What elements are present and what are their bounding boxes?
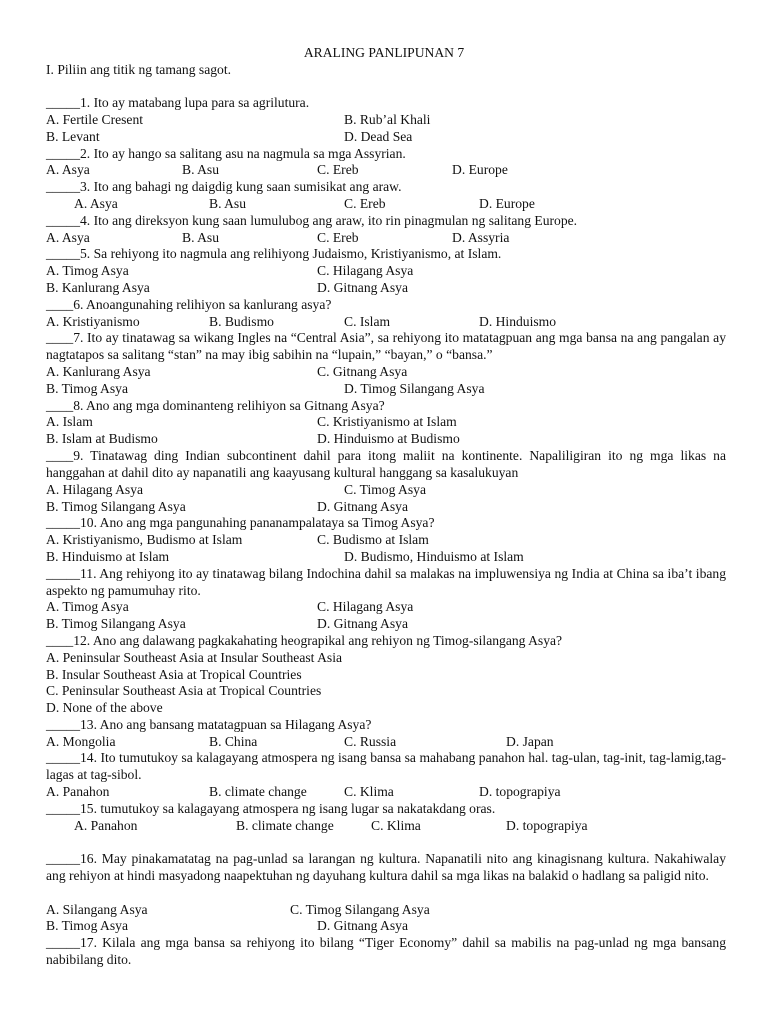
question-13: _____13. Ano ang bansang matatagpuan sa Hilagang Asya? <box>46 717 372 732</box>
question-15: _____15. tumutukoy sa kalagayang atmospera ng isang lugar sa nakatakdang oras. <box>46 801 496 816</box>
choice-3d: D. Europe <box>479 196 535 211</box>
question-14: _____14. Ito tumutukoy sa kalagayang atmospera ng isang bansa sa mahabang panahon hal. tag-ulan, tag-init, tag-lamig,tag-lagas at tag-sibol. <box>46 750 726 782</box>
question-11: _____11. Ang rehiyong ito ay tinatawag bilang Indochina dahil sa malakas na impluwensiya ng India at China sa iba’t ibang aspekto ng pamumuhay rito. <box>46 566 726 598</box>
choice-7b: B. Timog Asya <box>46 381 128 396</box>
choice-10c: C. Budismo at Islam <box>317 532 429 547</box>
choice-14b: B. climate change <box>209 784 307 799</box>
choice-11b: B. Timog Silangang Asya <box>46 616 186 631</box>
choice-9d: D. Gitnang Asya <box>317 499 408 514</box>
choice-12d: D. None of the above <box>46 700 163 715</box>
choice-8a: A. Islam <box>46 414 93 429</box>
choice-8d: D. Hinduismo at Budismo <box>317 431 460 446</box>
choice-13b: B. China <box>209 734 258 749</box>
choice-14d: D. topograpiya <box>479 784 561 799</box>
choice-15c: C. Klima <box>371 818 421 833</box>
choice-2b: B. Asu <box>182 162 220 177</box>
choice-3c: C. Ereb <box>344 196 386 211</box>
choice-15a: A. Panahon <box>74 818 138 833</box>
question-8: ____8. Ano ang mga dominanteng relihiyon sa Gitnang Asya? <box>46 398 385 413</box>
choice-1c: B. Levant <box>46 129 100 144</box>
choice-2c: C. Ereb <box>317 162 359 177</box>
choice-3b: B. Asu <box>209 196 247 211</box>
choice-16b: B. Timog Asya <box>46 918 128 933</box>
choice-6c: C. Islam <box>344 314 391 329</box>
choice-12c: C. Peninsular Southeast Asia at Tropical Countries <box>46 683 322 698</box>
choice-1b: B. Rub’al Khali <box>344 112 431 127</box>
choice-1a: A. Fertile Cresent <box>46 112 144 127</box>
choice-4b: B. Asu <box>182 230 220 245</box>
choice-7a: A. Kanlurang Asya <box>46 364 151 379</box>
question-6: ____6. Anoangunahing relihiyon sa kanlurang asya? <box>46 297 332 312</box>
question-3: _____3. Ito ang bahagi ng daigdig kung saan sumisikat ang araw. <box>46 179 402 194</box>
choice-15d: D. topograpiya <box>506 818 588 833</box>
question-10: _____10. Ano ang mga pangunahing pananampalataya sa Timog Asya? <box>46 515 435 530</box>
choice-15b: B. climate change <box>236 818 334 833</box>
choice-13d: D. Japan <box>506 734 554 749</box>
choice-14a: A. Panahon <box>46 784 110 799</box>
choice-11d: D. Gitnang Asya <box>317 616 408 631</box>
choice-9b: B. Timog Silangang Asya <box>46 499 186 514</box>
choice-7d: D. Timog Silangang Asya <box>344 381 485 396</box>
choice-8b: B. Islam at Budismo <box>46 431 158 446</box>
question-1: _____1. Ito ay matabang lupa para sa agrilutura. <box>46 95 310 110</box>
choice-1d: D. Dead Sea <box>344 129 413 144</box>
question-5: _____5. Sa rehiyong ito nagmula ang relihiyong Judaismo, Kristiyanismo, at Islam. <box>46 246 502 261</box>
choice-10a: A. Kristiyanismo, Budismo at Islam <box>46 532 243 547</box>
choice-5b: B. Kanlurang Asya <box>46 280 150 295</box>
choice-5a: A. Timog Asya <box>46 263 129 278</box>
choice-8c: C. Kristiyanismo at Islam <box>317 414 457 429</box>
choice-6d: D. Hinduismo <box>479 314 557 329</box>
choice-3a: A. Asya <box>74 196 118 211</box>
choice-16c: C. Timog Silangang Asya <box>290 902 430 917</box>
choice-11c: C. Hilagang Asya <box>317 599 414 614</box>
choice-10d: D. Budismo, Hinduismo at Islam <box>344 549 524 564</box>
choice-13a: A. Mongolia <box>46 734 116 749</box>
instruction: I. Piliin ang titik ng tamang sagot. <box>46 62 232 77</box>
choice-14c: C. Klima <box>344 784 394 799</box>
question-2: _____2. Ito ay hango sa salitang asu na nagmula sa mga Assyrian. <box>46 146 406 161</box>
choice-9c: C. Timog Asya <box>344 482 426 497</box>
question-9: ____9. Tinatawag ding Indian subcontinent dahil para itong maliit na kontinente. Napaliligiran ito ng mga likas na hanggahan at dahil dito ay napanatili ang kaayusang kultural hanggang sa kasalukuyan <box>46 448 726 480</box>
choice-9a: A. Hilagang Asya <box>46 482 144 497</box>
question-12: ____12. Ano ang dalawang pagkakahating heograpikal ang rehiyon ng Timog-silangang Asya? <box>46 633 563 648</box>
choice-7c: C. Gitnang Asya <box>317 364 408 379</box>
page-title: ARALING PANLIPUNAN 7 <box>303 45 465 60</box>
choice-16d: D. Gitnang Asya <box>317 918 408 933</box>
question-16: _____16. May pinakamatatag na pag-unlad sa larangan ng kultura. Napanatili nito ang kinagisnang kultura. Nakahiwalay ang rehiyon at hindi masyadong naapektuhan ng dayuhang kultura dahil sa mga likas na balakid o hadlang sa paligid nito. <box>46 851 726 883</box>
choice-4d: D. Assyria <box>452 230 510 245</box>
question-4: _____4. Ito ang direksyon kung saan lumulubog ang araw, ito rin pinagmulan ng salitang Europe. <box>46 213 578 228</box>
choice-5d: D. Gitnang Asya <box>317 280 408 295</box>
choice-6a: A. Kristiyanismo <box>46 314 140 329</box>
choice-2a: A. Asya <box>46 162 90 177</box>
choice-10b: B. Hinduismo at Islam <box>46 549 170 564</box>
choice-13c: C. Russia <box>344 734 397 749</box>
choice-4c: C. Ereb <box>317 230 359 245</box>
choice-12a: A. Peninsular Southeast Asia at Insular Southeast Asia <box>46 650 343 665</box>
choice-5c: C. Hilagang Asya <box>317 263 414 278</box>
choice-12b: B. Insular Southeast Asia at Tropical Countries <box>46 667 302 682</box>
choice-2d: D. Europe <box>452 162 508 177</box>
choice-16a: A. Silangang Asya <box>46 902 148 917</box>
choice-6b: B. Budismo <box>209 314 274 329</box>
choice-11a: A. Timog Asya <box>46 599 129 614</box>
choice-4a: A. Asya <box>46 230 90 245</box>
question-17: _____17. Kilala ang mga bansa sa rehiyong ito bilang “Tiger Economy” dahil sa mabilis na pag-unlad ng mga bansang nabibilang dito. <box>46 935 726 967</box>
question-7: ____7. Ito ay tinatawag sa wikang Ingles na “Central Asia”, sa rehiyong ito matatagpuan ang mga bansa na ang pangalan ay nagtatapos sa salitang “stan” na may ibig sabihin na “lupain,” “bayan,” o “bansa.” <box>46 330 726 362</box>
